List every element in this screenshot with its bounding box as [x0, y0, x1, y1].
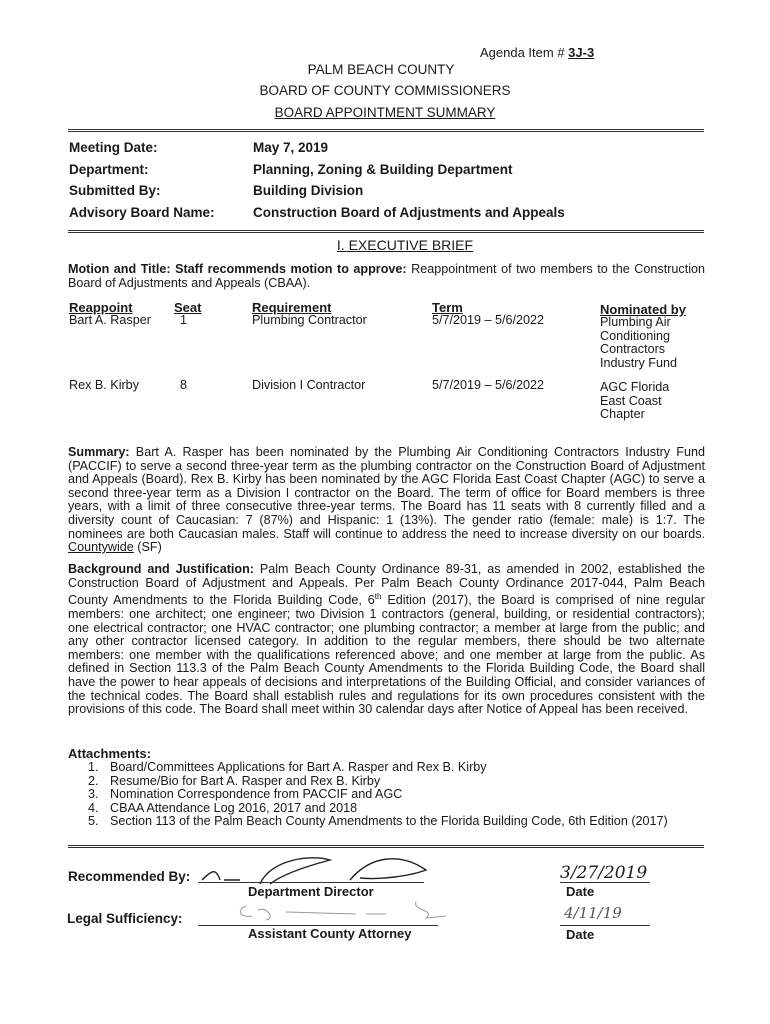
agenda-item [480, 45, 594, 60]
motion-paragraph [68, 263, 705, 290]
advisory-board-label: Advisory Board Name: [69, 205, 215, 220]
attachment-num: 2. [88, 773, 99, 788]
background-superscript: th [374, 592, 382, 602]
attachment-num: 4. [88, 800, 99, 815]
row1-requirement: Plumbing Contractor [252, 313, 367, 327]
date-line-2 [560, 925, 650, 926]
attachment-text: Section 113 of the Palm Beach County Amendments to the Florida Building Code, 6th Edition (2017) [110, 814, 668, 829]
attachment-item [88, 775, 708, 789]
header-summary-title: BOARD APPOINTMENT SUMMARY [274, 105, 496, 120]
row1-term: 5/7/2019 – 5/6/2022 [432, 313, 545, 327]
attachment-num: 1. [88, 760, 99, 774]
divider-brief [68, 230, 704, 233]
recommended-by-label: Recommended By: [68, 869, 191, 884]
summary-text: Bart A. Rasper has been nominated by the Plumbing Air Conditioning Contractors Industry Fund (PACCIF) to serve a second three-year term as the plumbing contractor on the Construction Board of Adjustment and Appeals (Board). Rex B. Kirby has been nominated by the AGC Florida East Coast Chapter (AGC) to serve a second three-year term as a Division I contractor on the Board. The term of office for Board members is three years, with a limit of three consecutive three-year terms. The Board has 11 seats with 8 currently filled and a diversity count of Caucasian: 7 (87%) and Hispanic: 1 (13%). The gender ratio (female: male) is 1:7. The nominees are both Caucasian males. Staff will continue to address the need to increase diversity on our boards. [68, 445, 705, 541]
attachment-item [88, 802, 708, 816]
row2-name: Rex B. Kirby [69, 378, 139, 392]
attachment-text: CBAA Attendance Log 2016, 2017 and 2018 [110, 800, 358, 815]
divider-signatures [68, 845, 704, 848]
countywide-tag: Countywide [68, 540, 134, 555]
background-text-2: Edition (2017), the Board is comprised of nine regular members: one architect; one engineer; two Division 1 contractors (general, building, or residential contractors); one electrical contractor; one HVAC contractor; one plumbing contractor; a member at large from the public; and any other contractor licensed category. In addition to the regular members, there should be two alternate members: one member with the qualifications referenced above; and one member at large from the public. As defined in Section 113.3 of the Palm Beach County Amendments to the Florida Building Code, the Board shall have the power to hear appeals of decisions and interpretations of the Building Official, and consider variances of the technical codes. The Board shall establish rules and regulations for its own procedures consistent with the provisions of this code. The Board shall meet within 30 calendar days after Notice of Appeal has been received. [68, 593, 705, 717]
department-label: Department: [69, 162, 149, 177]
meeting-date-value: May 7, 2019 [253, 140, 329, 155]
attachment-num: 5. [88, 814, 99, 829]
executive-brief-title: I. EXECUTIVE BRIEF [336, 237, 474, 253]
attachment-text: Resume/Bio for Bart A. Rasper and Rex B. Kirby [110, 773, 381, 788]
meeting-date-label: Meeting Date: [69, 140, 158, 155]
summary-paragraph [68, 446, 705, 555]
date-handwritten-2: 4/11/19 [564, 904, 622, 922]
row2-requirement: Division I Contractor [252, 378, 366, 392]
attachment-item [88, 788, 708, 802]
motion-text: Reappointment of two members to the Construction Board of Adjustments and Appeals (CBAA). [68, 262, 705, 290]
submitted-by-value: Building Division [253, 183, 364, 198]
attachment-item [88, 815, 708, 829]
attachments-title: Attachments: [68, 746, 152, 761]
header-county: PALM BEACH COUNTY [307, 62, 455, 77]
col-nominated-by: Nominated by [600, 302, 686, 317]
attorney-signature [236, 896, 476, 926]
row2-nominated-by: AGC Florida East Coast Chapter [600, 380, 670, 422]
divider-top [68, 129, 704, 132]
assistant-county-attorney-caption: Assistant County Attorney [248, 926, 412, 941]
attachment-text: Nomination Correspondence from PACCIF and AGC [110, 787, 403, 802]
summary-tail: (SF) [133, 540, 162, 555]
col-reappoint: Reappoint [69, 300, 133, 315]
date-caption-1: Date [566, 884, 595, 899]
date-caption-2: Date [566, 927, 595, 942]
submitted-by-label: Submitted By: [69, 183, 161, 198]
col-requirement: Requirement [252, 300, 332, 315]
legal-sufficiency-label: Legal Sufficiency: [67, 911, 183, 926]
row2-seat: 8 [180, 378, 188, 392]
date-handwritten-1: 3/27/2019 [560, 863, 648, 883]
header-board: BOARD OF COUNTY COMMISSIONERS [259, 83, 511, 98]
department-value: Planning, Zoning & Building Department [253, 162, 513, 177]
attachment-item [88, 761, 708, 775]
background-label: Background and Justification: [68, 562, 254, 576]
row1-seat: 1 [180, 313, 188, 327]
attachments-list [88, 761, 708, 829]
agenda-number: 3J-3 [568, 45, 595, 60]
advisory-board-value: Construction Board of Adjustments and Appeals [253, 205, 565, 220]
background-text-1: Palm Beach County Ordinance 89-31, as amended in 2002, established the Construction Board of Adjustment and Appeals. Per Palm Beach County Ordinance 2017-044, Palm Beach County Amendments to the Florida Building Code, 6 [68, 562, 705, 608]
summary-label: Summary: [68, 445, 130, 459]
col-term: Term [432, 300, 463, 315]
background-paragraph [68, 563, 705, 717]
row1-nominated-by: Plumbing Air Conditioning Contractors Industry Fund [600, 315, 678, 370]
agenda-prefix: Agenda Item # [480, 45, 569, 60]
row2-term: 5/7/2019 – 5/6/2022 [432, 378, 545, 392]
department-director-caption: Department Director [248, 884, 374, 899]
row1-name: Bart A. Rasper [69, 313, 151, 327]
motion-label: Motion and Title: Staff recommends motion to approve: [68, 262, 407, 276]
attachment-num: 3. [88, 787, 99, 802]
col-seat: Seat [174, 300, 202, 315]
attachment-text: Board/Committees Applications for Bart A. Rasper and Rex B. Kirby [110, 760, 487, 774]
date-line-1 [560, 882, 650, 883]
